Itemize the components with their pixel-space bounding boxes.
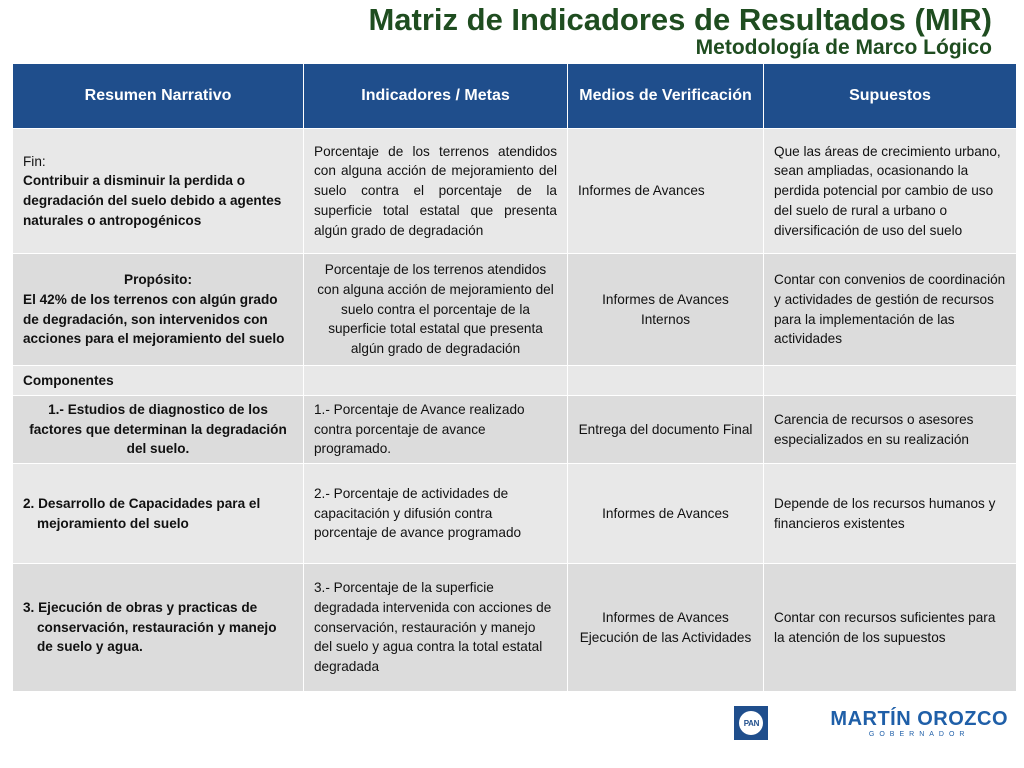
cell-assumption: Que las áreas de crecimiento urbano, sean ampliadas, ocasionando la perdida potencial por cambio de uso del suelo de rural a urbano o diversificación de uso del suelo xyxy=(764,129,1017,254)
column-header-indicators: Indicadores / Metas xyxy=(304,64,568,129)
cell-assumption: Depende de los recursos humanos y financieros existentes xyxy=(764,464,1017,564)
narrative-text: 3. Ejecución de obras y practicas de conservación, restauración y manejo de suelo y agua. xyxy=(23,599,277,655)
pan-logo-text: PAN xyxy=(739,711,763,735)
cell-assumption: Contar con recursos suficientes para la atención de los supuestos xyxy=(764,564,1017,692)
row-label-componentes: Componentes xyxy=(13,366,304,396)
cell-verification: Informes de Avances xyxy=(568,464,764,564)
cell-indicator: Porcentaje de los terrenos atendidos con alguna acción de mejoramiento del suelo contra el porcentaje de la superficie total estatal que presenta algún grado de degradación xyxy=(304,254,568,366)
cell-verification: Informes de Avances xyxy=(568,129,764,254)
cell-verification: Informes de Avances Ejecución de las Actividades xyxy=(568,564,764,692)
narrative-text: Contribuir a disminuir la perdida o degradación del suelo debido a agentes naturales o antropogénicos xyxy=(23,173,282,228)
governor-logo xyxy=(830,709,1008,738)
cell-indicator: 1.- Porcentaje de Avance realizado contra porcentaje de avance programado. xyxy=(304,396,568,464)
governor-title: GOBERNADOR xyxy=(868,730,970,738)
cell-narrative-fin xyxy=(13,129,304,254)
page-title: Matriz de Indicadores de Resultados (MIR) xyxy=(368,2,992,37)
cell-indicator: 3.- Porcentaje de la superficie degradada intervenida con acciones de conservación, restauración y manejo del suelo y agua contra la total estatal degradada xyxy=(304,564,568,692)
cell-narrative: 1.- Estudios de diagnostico de los factores que determinan la degradación del suelo. xyxy=(13,396,304,464)
narrative-text: El 42% de los terrenos con algún grado de degradación, son intervenidos con acciones para el mejoramiento del suelo xyxy=(23,291,285,347)
cell-indicator xyxy=(304,366,568,396)
table-row-proposito xyxy=(13,254,1017,366)
cell-narrative-proposito xyxy=(13,254,304,366)
table-row-fin xyxy=(13,129,1017,254)
row-label-fin: Fin: xyxy=(23,153,46,169)
column-header-narrative: Resumen Narrativo xyxy=(13,64,304,129)
page-subtitle: Metodología de Marco Lógico xyxy=(695,36,992,59)
cell-narrative xyxy=(13,464,304,564)
cell-assumption: Carencia de recursos o asesores especializados en su realización xyxy=(764,396,1017,464)
cell-verification: Informes de Avances Internos xyxy=(568,254,764,366)
governor-name: MARTÍN OROZCO xyxy=(830,707,1008,730)
cell-assumption xyxy=(764,366,1017,396)
row-label-proposito: Propósito: xyxy=(124,272,192,288)
table-row-componentes xyxy=(13,366,1017,396)
cell-narrative xyxy=(13,564,304,692)
cell-indicator: 2.- Porcentaje de actividades de capacitación y difusión contra porcentaje de avance programado xyxy=(304,464,568,564)
column-header-verification: Medios de Verificación xyxy=(568,64,764,129)
footer-logos xyxy=(734,706,1008,740)
pan-logo xyxy=(734,706,768,740)
column-header-assumptions: Supuestos xyxy=(764,64,1017,129)
cell-verification xyxy=(568,366,764,396)
table-header-row xyxy=(13,64,1017,129)
cell-indicator: Porcentaje de los terrenos atendidos con alguna acción de mejoramiento del suelo contra el porcentaje de la superficie total estatal que presenta algún grado de degradación xyxy=(304,129,568,254)
mir-table xyxy=(12,63,1017,692)
cell-verification: Entrega del documento Final xyxy=(568,396,764,464)
narrative-text: 2. Desarrollo de Capacidades para el mejoramiento del suelo xyxy=(23,495,261,531)
table-row-component-1 xyxy=(13,396,1017,464)
table-row-component-2 xyxy=(13,464,1017,564)
table-row-component-3 xyxy=(13,564,1017,692)
cell-assumption: Contar con convenios de coordinación y actividades de gestión de recursos para la implementación de las actividades xyxy=(764,254,1017,366)
